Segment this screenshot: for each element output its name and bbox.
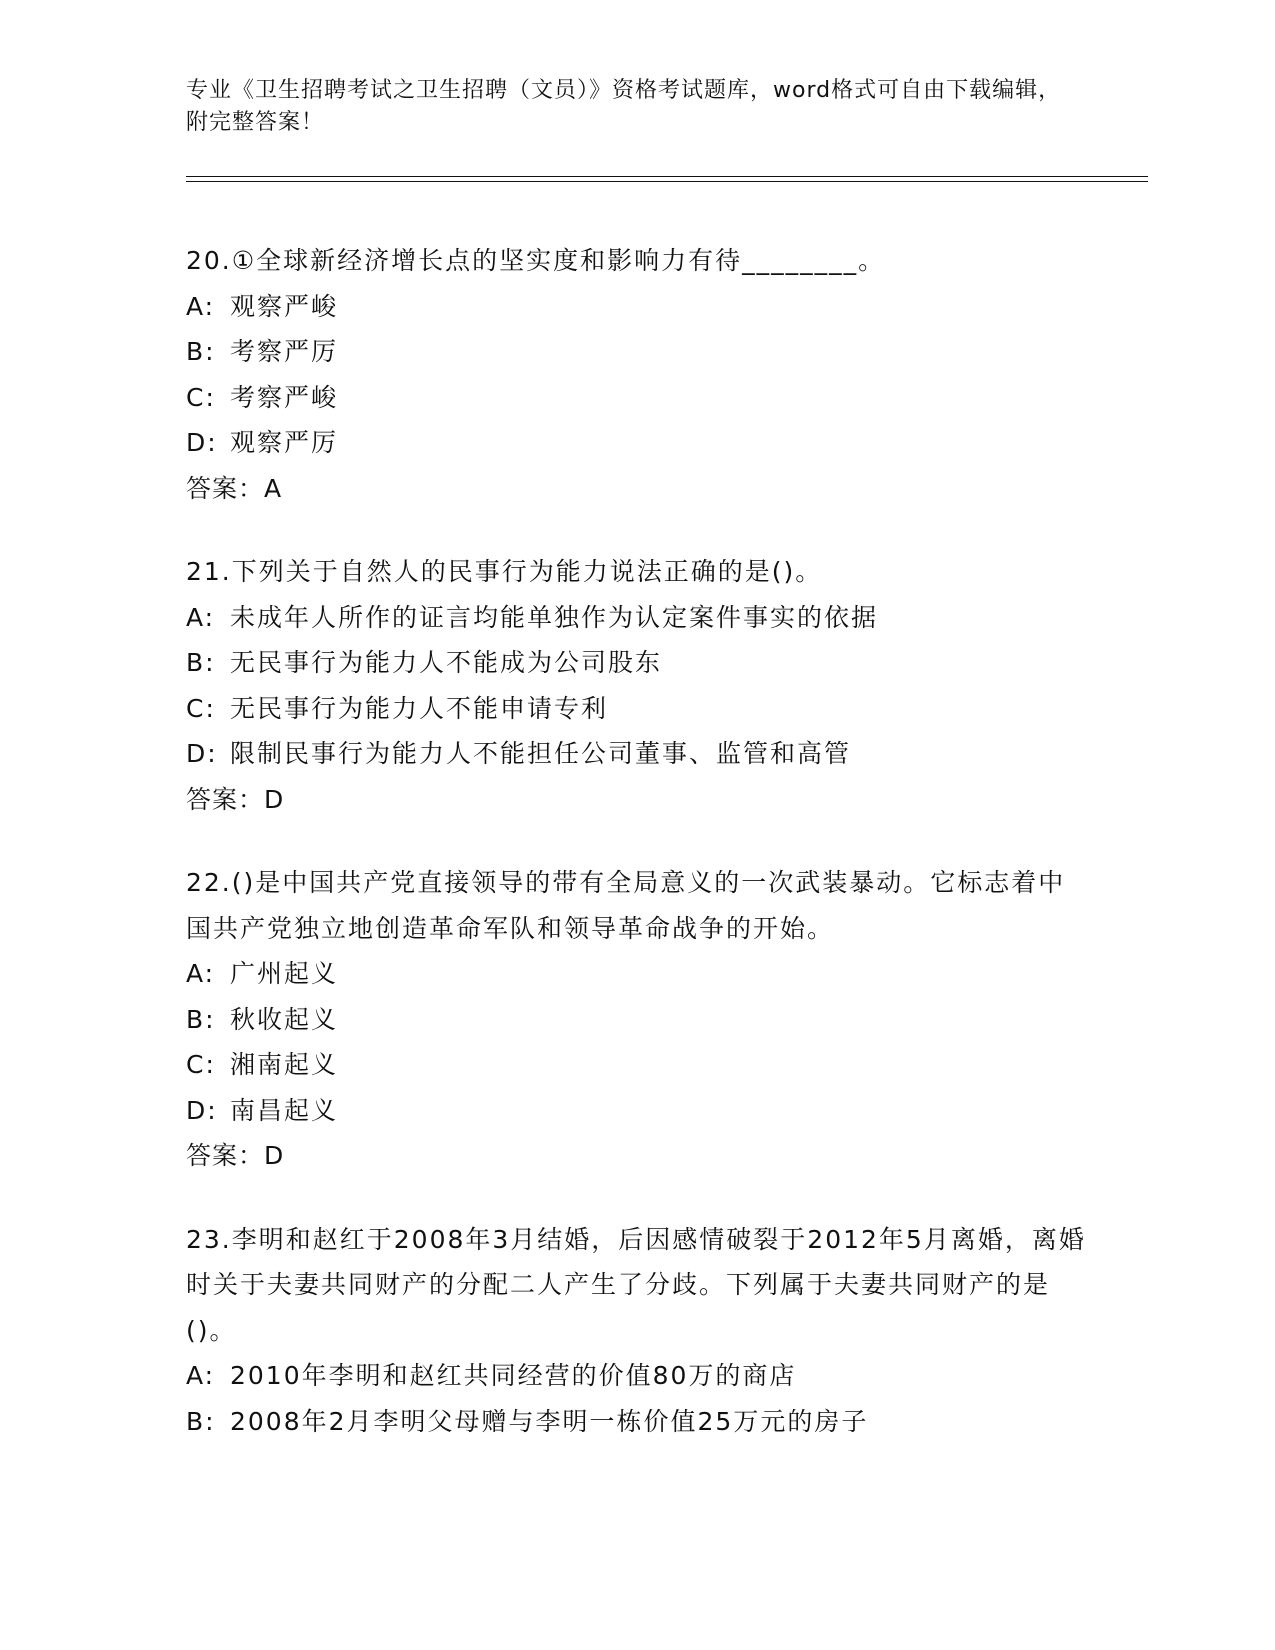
- option-d: [186, 420, 1086, 466]
- option-b: [186, 329, 1086, 375]
- option-letter: D:: [186, 739, 218, 768]
- option-letter: D:: [186, 428, 218, 457]
- option-letter: B:: [186, 1406, 216, 1436]
- answer-line: 答案：A: [186, 473, 283, 503]
- option-text: 湘南起义: [230, 1050, 339, 1079]
- option-letter: A:: [186, 959, 216, 988]
- answer-line: 答案：D: [186, 1141, 285, 1170]
- option-text: 广州起义: [230, 959, 339, 988]
- option-a: [186, 595, 1086, 641]
- option-a: [186, 951, 1086, 997]
- document-header: 专业《卫生招聘考试之卫生招聘（文员）》资格考试题库，word格式可自由下载编辑，附完整答案！: [186, 78, 1062, 135]
- option-c: [186, 375, 1086, 421]
- question-title: 20.①全球新经济增长点的坚实度和影响力有待________。: [186, 246, 886, 275]
- option-text: 无民事行为能力人不能申请专利: [230, 693, 609, 723]
- option-text: 观察严厉: [230, 428, 339, 457]
- option-text: 限制民事行为能力人不能担任公司董事、监管和高管: [230, 739, 852, 768]
- option-letter: C:: [186, 693, 216, 723]
- option-letter: C:: [186, 1050, 216, 1079]
- option-letter: A:: [186, 602, 216, 632]
- option-c: [186, 686, 1086, 732]
- question-22: [186, 860, 1086, 1179]
- option-text: 南昌起义: [230, 1095, 339, 1125]
- option-letter: C:: [186, 382, 216, 412]
- answer-line: 答案：D: [186, 784, 285, 814]
- option-letter: B:: [186, 648, 216, 677]
- question-21: [186, 549, 1086, 822]
- option-text: 考察严厉: [230, 337, 339, 366]
- option-text: 2008年2月李明父母赠与李明一栋价值25万元的房子: [230, 1406, 869, 1436]
- option-text: 秋收起义: [230, 1004, 339, 1034]
- option-letter: D:: [186, 1095, 218, 1125]
- question-title: 23.李明和赵红于2008年3月结婚，后因感情破裂于2012年5月离婚，离婚时关于夫妻共同财产的分配二人产生了分歧。下列属于夫妻共同财产的是()。: [186, 1224, 1086, 1345]
- option-d: [186, 1088, 1086, 1134]
- option-letter: B:: [186, 337, 216, 366]
- option-c: [186, 1042, 1086, 1088]
- question-23: [186, 1217, 1086, 1445]
- option-letter: A:: [186, 291, 216, 321]
- option-text: 无民事行为能力人不能成为公司股东: [230, 648, 663, 677]
- header-divider-bottom: [186, 181, 1148, 182]
- option-b: [186, 997, 1086, 1043]
- option-text: 考察严峻: [230, 382, 339, 412]
- option-a: [186, 1353, 1086, 1399]
- question-title: 21.下列关于自然人的民事行为能力说法正确的是()。: [186, 557, 823, 586]
- option-text: 2010年李明和赵红共同经营的价值80万的商店: [230, 1361, 797, 1390]
- option-b: [186, 640, 1086, 686]
- option-d: [186, 731, 1086, 777]
- option-letter: A:: [186, 1361, 216, 1390]
- option-a: [186, 284, 1086, 330]
- option-text: 未成年人所作的证言均能单独作为认定案件事实的依据: [230, 602, 879, 632]
- question-20: [186, 238, 1086, 511]
- header-divider-top: [186, 176, 1148, 177]
- option-b: [186, 1399, 1086, 1445]
- question-title: 22.()是中国共产党直接领导的带有全局意义的一次武装暴动。它标志着中国共产党独立地创造革命军队和领导革命战争的开始。: [186, 868, 1066, 943]
- option-letter: B:: [186, 1004, 216, 1034]
- option-text: 观察严峻: [230, 291, 339, 321]
- question-list: [186, 238, 1086, 1482]
